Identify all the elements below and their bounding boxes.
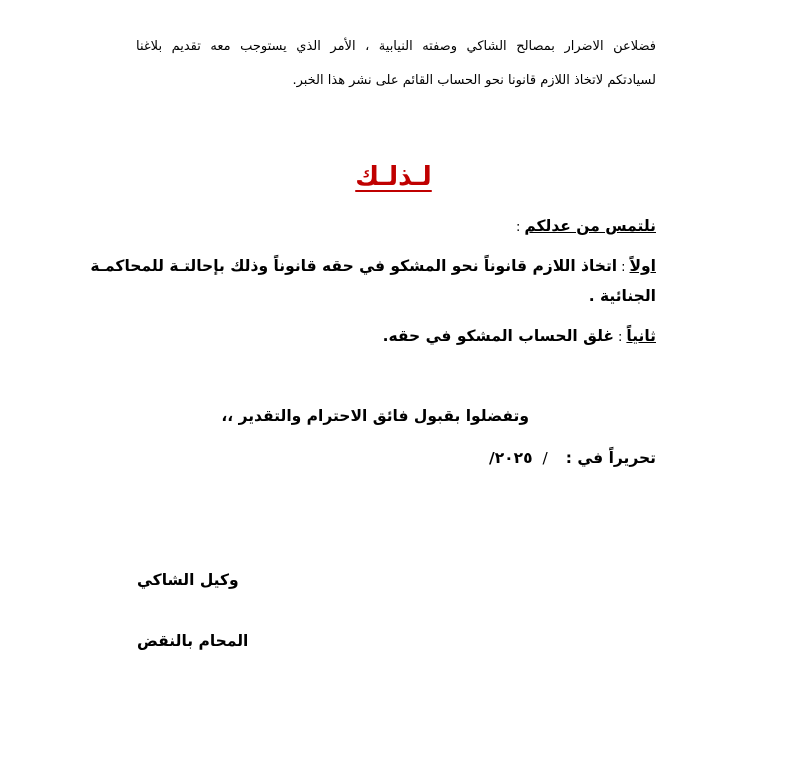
heading-text: لـذلـك xyxy=(355,162,432,192)
request-title-text: نلتمس من عدلكم xyxy=(524,217,656,235)
item-second xyxy=(383,327,656,345)
date-slash: / xyxy=(542,449,548,467)
date-year: ٢٠٢٥/ xyxy=(489,449,533,467)
request-colon: : xyxy=(515,220,521,235)
signature-title: وكيل الشاكي xyxy=(137,571,239,589)
date-label: تحريراً في : xyxy=(565,449,656,467)
intro-line-2: لسيادتكم لاتخاذ اللازم قانونا نحو الحساب القائم على نشر هذا الخبر. xyxy=(292,73,656,88)
date-line xyxy=(489,449,656,467)
item-second-text: غلق الحساب المشكو في حقه. xyxy=(382,327,614,345)
request-title xyxy=(516,217,656,235)
section-heading xyxy=(0,162,787,192)
item-first-text: اتخاذ اللازم قانوناً نحو المشكو في حقه قانوناً وذلك بإحالتـة للمحاكمـة xyxy=(90,257,618,275)
item-second-number: ثانياً xyxy=(626,327,656,345)
intro-line-1: فضلاعن الاضرار بمصالح الشاكي وصفته النيابية ، الأمر الذي يستوجب معه تقديم بلاغنا xyxy=(136,39,656,54)
item-first-colon: : xyxy=(621,260,626,275)
item-first xyxy=(90,257,656,275)
item-first-continuation: الجنائية . xyxy=(588,287,656,305)
item-first-number: اولاً xyxy=(629,257,656,275)
closing-salutation: وتفضلوا بقبول فائق الاحترام والتقدير ،، xyxy=(221,407,529,425)
item-second-colon: : xyxy=(618,330,623,345)
signature-role: المحام بالنقض xyxy=(137,632,249,650)
